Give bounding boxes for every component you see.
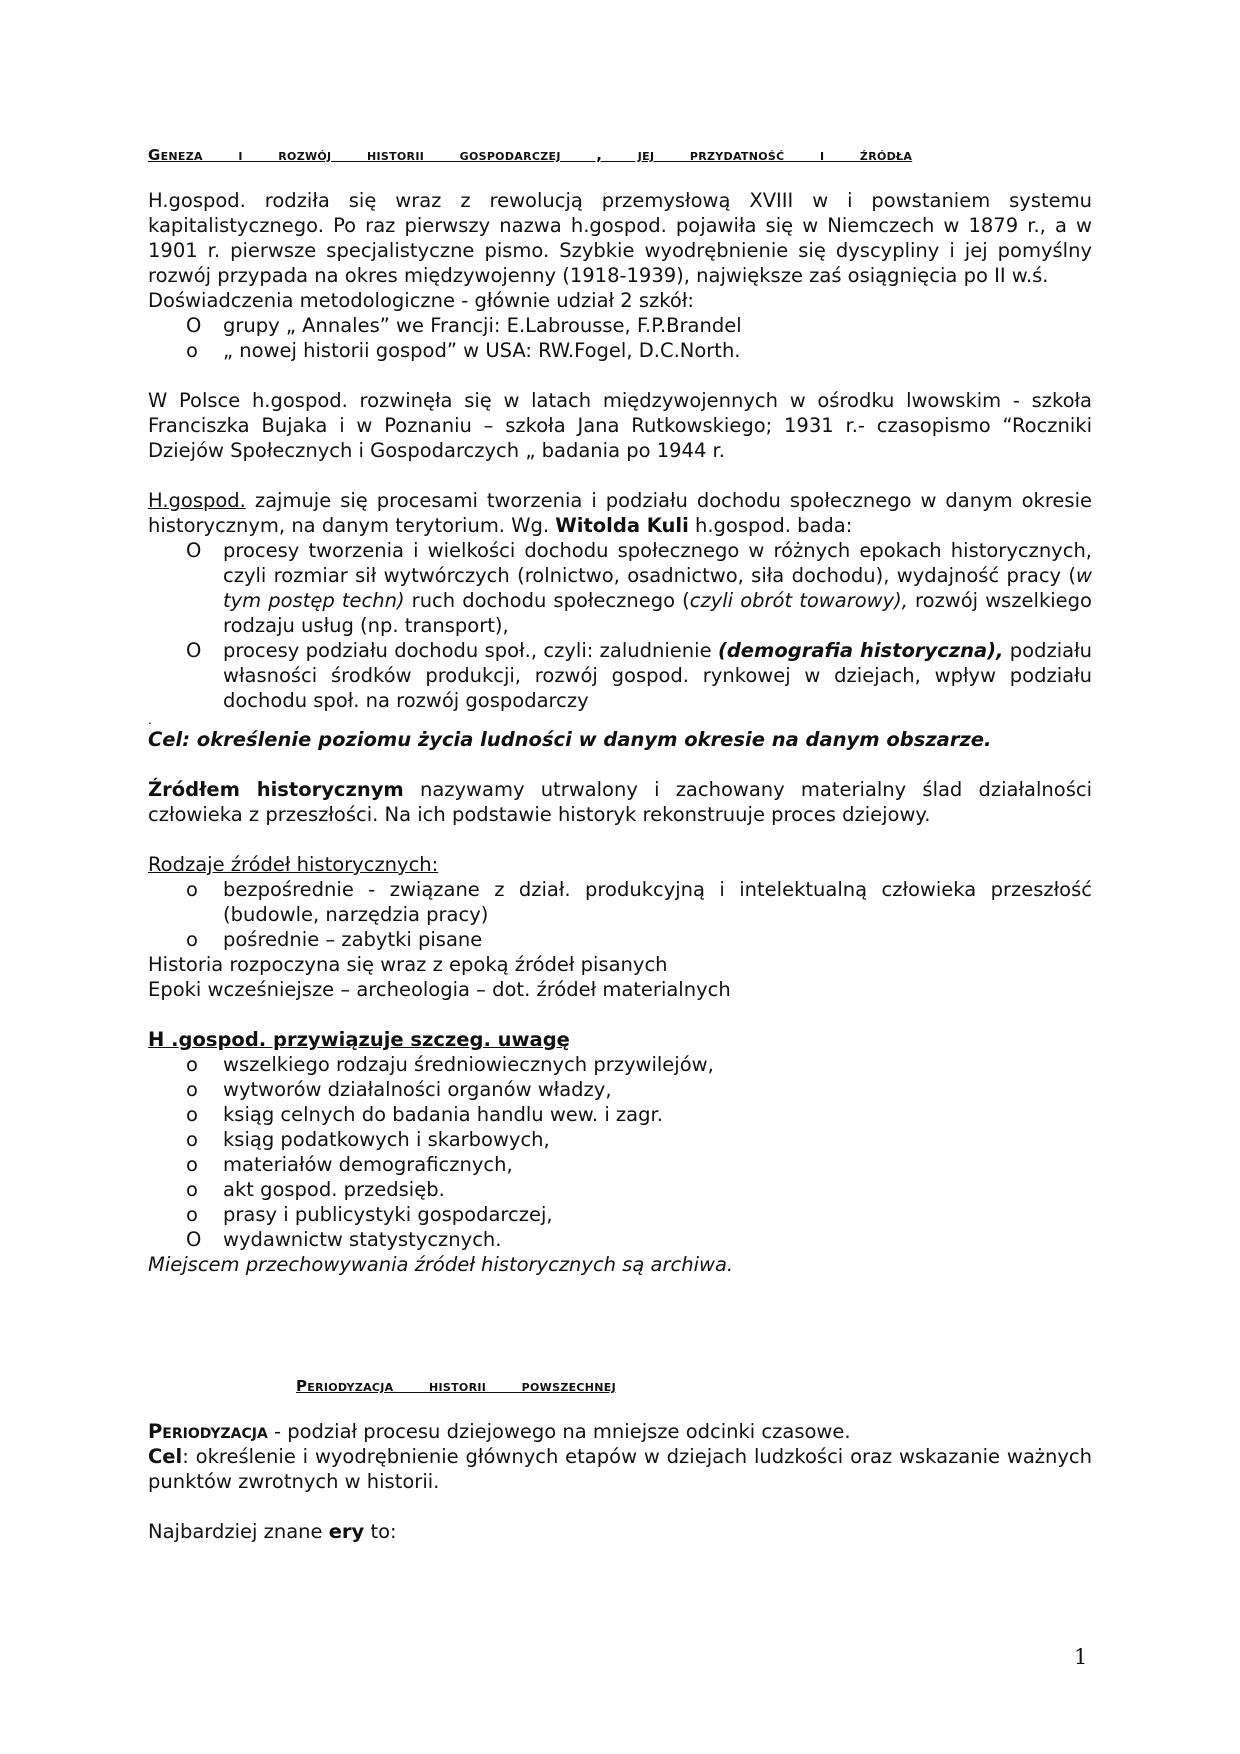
bullet-marker: o: [186, 878, 198, 901]
methodology-line: Doświadczenia metodologiczne - głównie udział 2 szkół:: [148, 289, 694, 312]
list-item: o bezpośrednie - związane z dział. produkcyjną i intelektualną człowieka przeszłość (budowle, narzędzia pracy): [186, 878, 1092, 926]
list-item: o „ nowej historii gospod” w USA: RW.Fogel, D.C.North.: [186, 339, 741, 362]
list-item: o materiałów demograficznych,: [186, 1153, 513, 1176]
bullet-marker: o: [186, 1178, 198, 1201]
periodization-definition: Periodyzacja - podział procesu dziejowego na mniejsze odcinki czasowe.: [148, 1420, 851, 1443]
list-item: o prasy i publicystyki gospodarczej,: [186, 1203, 553, 1226]
list-item: o pośrednie – zabytki pisane: [186, 928, 483, 951]
poland-paragraph: W Polsce h.gospod. rozwinęła się w latach międzywojennych w ośrodku lwowskim - szkoła Franciszka Bujaka i w Poznaniu – szkoła Jana Rutkowskiego; 1931 r.- czasopismo “Roczniki Dziejów Społecznych i Gospodarczych „ badania po 1944 r.: [148, 389, 1092, 462]
list-item: o wszelkiego rodzaju średniowiecznych przywilejów,: [186, 1053, 714, 1076]
intro-paragraph: H.gospod. rodziła się wraz z rewolucją przemysłową XVIII w i powstaniem systemu kapitalistycznego. Po raz pierwszy nazwa h.gospod. pojawiła się w Niemczech w 1879 r., a w 1901 r. pierwsze specjalistyczne pismo. Szybkie wyodrębnienie się dyscypliny i jej pomyślny rozwój przypada na okres międzywojenny (1918-1939), największe zaś osiągnięcia po II w.ś.: [148, 189, 1092, 287]
schools-list: [148, 313, 1092, 363]
document-page: [148, 146, 1092, 1544]
list-item: o wytworów działalności organów władzy,: [186, 1078, 612, 1101]
author-name: Witolda Kuli: [555, 514, 689, 537]
term: H.gospod.: [148, 489, 246, 512]
bullet-marker: o: [186, 1128, 198, 1151]
term: Źródłem historycznym: [148, 778, 404, 801]
source-paragraph: Źródłem historycznym nazywamy utrwalony i zachowany materialny ślad działalności człowieka z przeszłości. Na ich podstawie historyk rekonstruuje proces dziejowy.: [148, 778, 1092, 826]
list-item: o ksiąg podatkowych i skarbowych,: [186, 1128, 550, 1151]
bullet-marker: o: [186, 1203, 198, 1226]
list-item: O grupy „ Annales” we Francji: E.Labrousse, F.P.Brandel: [186, 314, 742, 337]
epochs-line: Epoki wcześniejsze – archeologia – dot. źródeł materialnych: [148, 978, 731, 1001]
stray-dot: .: [148, 713, 152, 727]
bullet-marker: O: [186, 639, 202, 662]
section-title: Geneza i rozwój historii gospodarczej , jej przydatność i źródła: [148, 146, 913, 164]
term: Cel: [148, 1445, 183, 1468]
term: Periodyzacja: [148, 1420, 268, 1443]
periodization-goal: Cel: określenie i wyodrębnienie głównych etapów w dziejach ludzkości oraz wskazanie ważnych punktów zwrotnych w historii.: [148, 1445, 1092, 1493]
page-number: 1: [1074, 1645, 1088, 1669]
goal-line: Cel: określenie poziomu życia ludności w danym okresie na danym obszarze.: [148, 728, 992, 751]
list-item: O procesy podziału dochodu społ., czyli: zaludnienie (demografia historyczna), podziału własności środków produkcji, rozwój gospod. rynkowej w dziejach, wpływ podziału dochodu społ. na rozwój gospodarczy: [186, 639, 1092, 712]
attention-heading: H .gospod. przywiązuje szczeg. uwagę: [148, 1028, 570, 1051]
types-heading: Rodzaje źródeł historycznych:: [148, 853, 439, 876]
history-line: Historia rozpoczyna się wraz z epoką źródeł pisanych: [148, 953, 668, 976]
bullet-marker: O: [186, 1228, 202, 1251]
bullet-marker: o: [186, 339, 198, 362]
processes-list: [148, 538, 1092, 713]
section-title: Periodyzacja historii powszechnej: [296, 1377, 617, 1395]
bullet-marker: o: [186, 1078, 198, 1101]
types-list: [148, 877, 1092, 952]
archives-line: Miejscem przechowywania źródeł historycznych są archiwa.: [148, 1253, 734, 1276]
eras-line: Najbardziej znane ery to:: [148, 1520, 397, 1543]
list-item: O wydawnictw statystycznych.: [186, 1228, 502, 1251]
list-item: O procesy tworzenia i wielkości dochodu społecznego w różnych epokach historycznych, czyli rozmiar sił wytwórczych (rolnictwo, osadnictwo, siła dochodu), wydajność pracy (w tym postęp techn) ruch dochodu społecznego (czyli obrót towarowy), rozwój wszelkiego rodzaju usług (np. transport),: [186, 539, 1092, 637]
bullet-marker: o: [186, 1103, 198, 1126]
bullet-marker: O: [186, 314, 202, 337]
bullet-marker: o: [186, 1053, 198, 1076]
attention-list: [148, 1052, 1092, 1252]
bullet-marker: o: [186, 928, 198, 951]
list-item: o akt gospod. przedsięb.: [186, 1178, 445, 1201]
bullet-marker: o: [186, 1153, 198, 1176]
list-item: o ksiąg celnych do badania handlu wew. i zagr.: [186, 1103, 663, 1126]
definition-paragraph: H.gospod. zajmuje się procesami tworzenia i podziału dochodu społecznego w danym okresie historycznym, na danym terytorium. Wg. Witolda Kuli h.gospod. bada:: [148, 489, 1092, 537]
bullet-marker: O: [186, 539, 202, 562]
